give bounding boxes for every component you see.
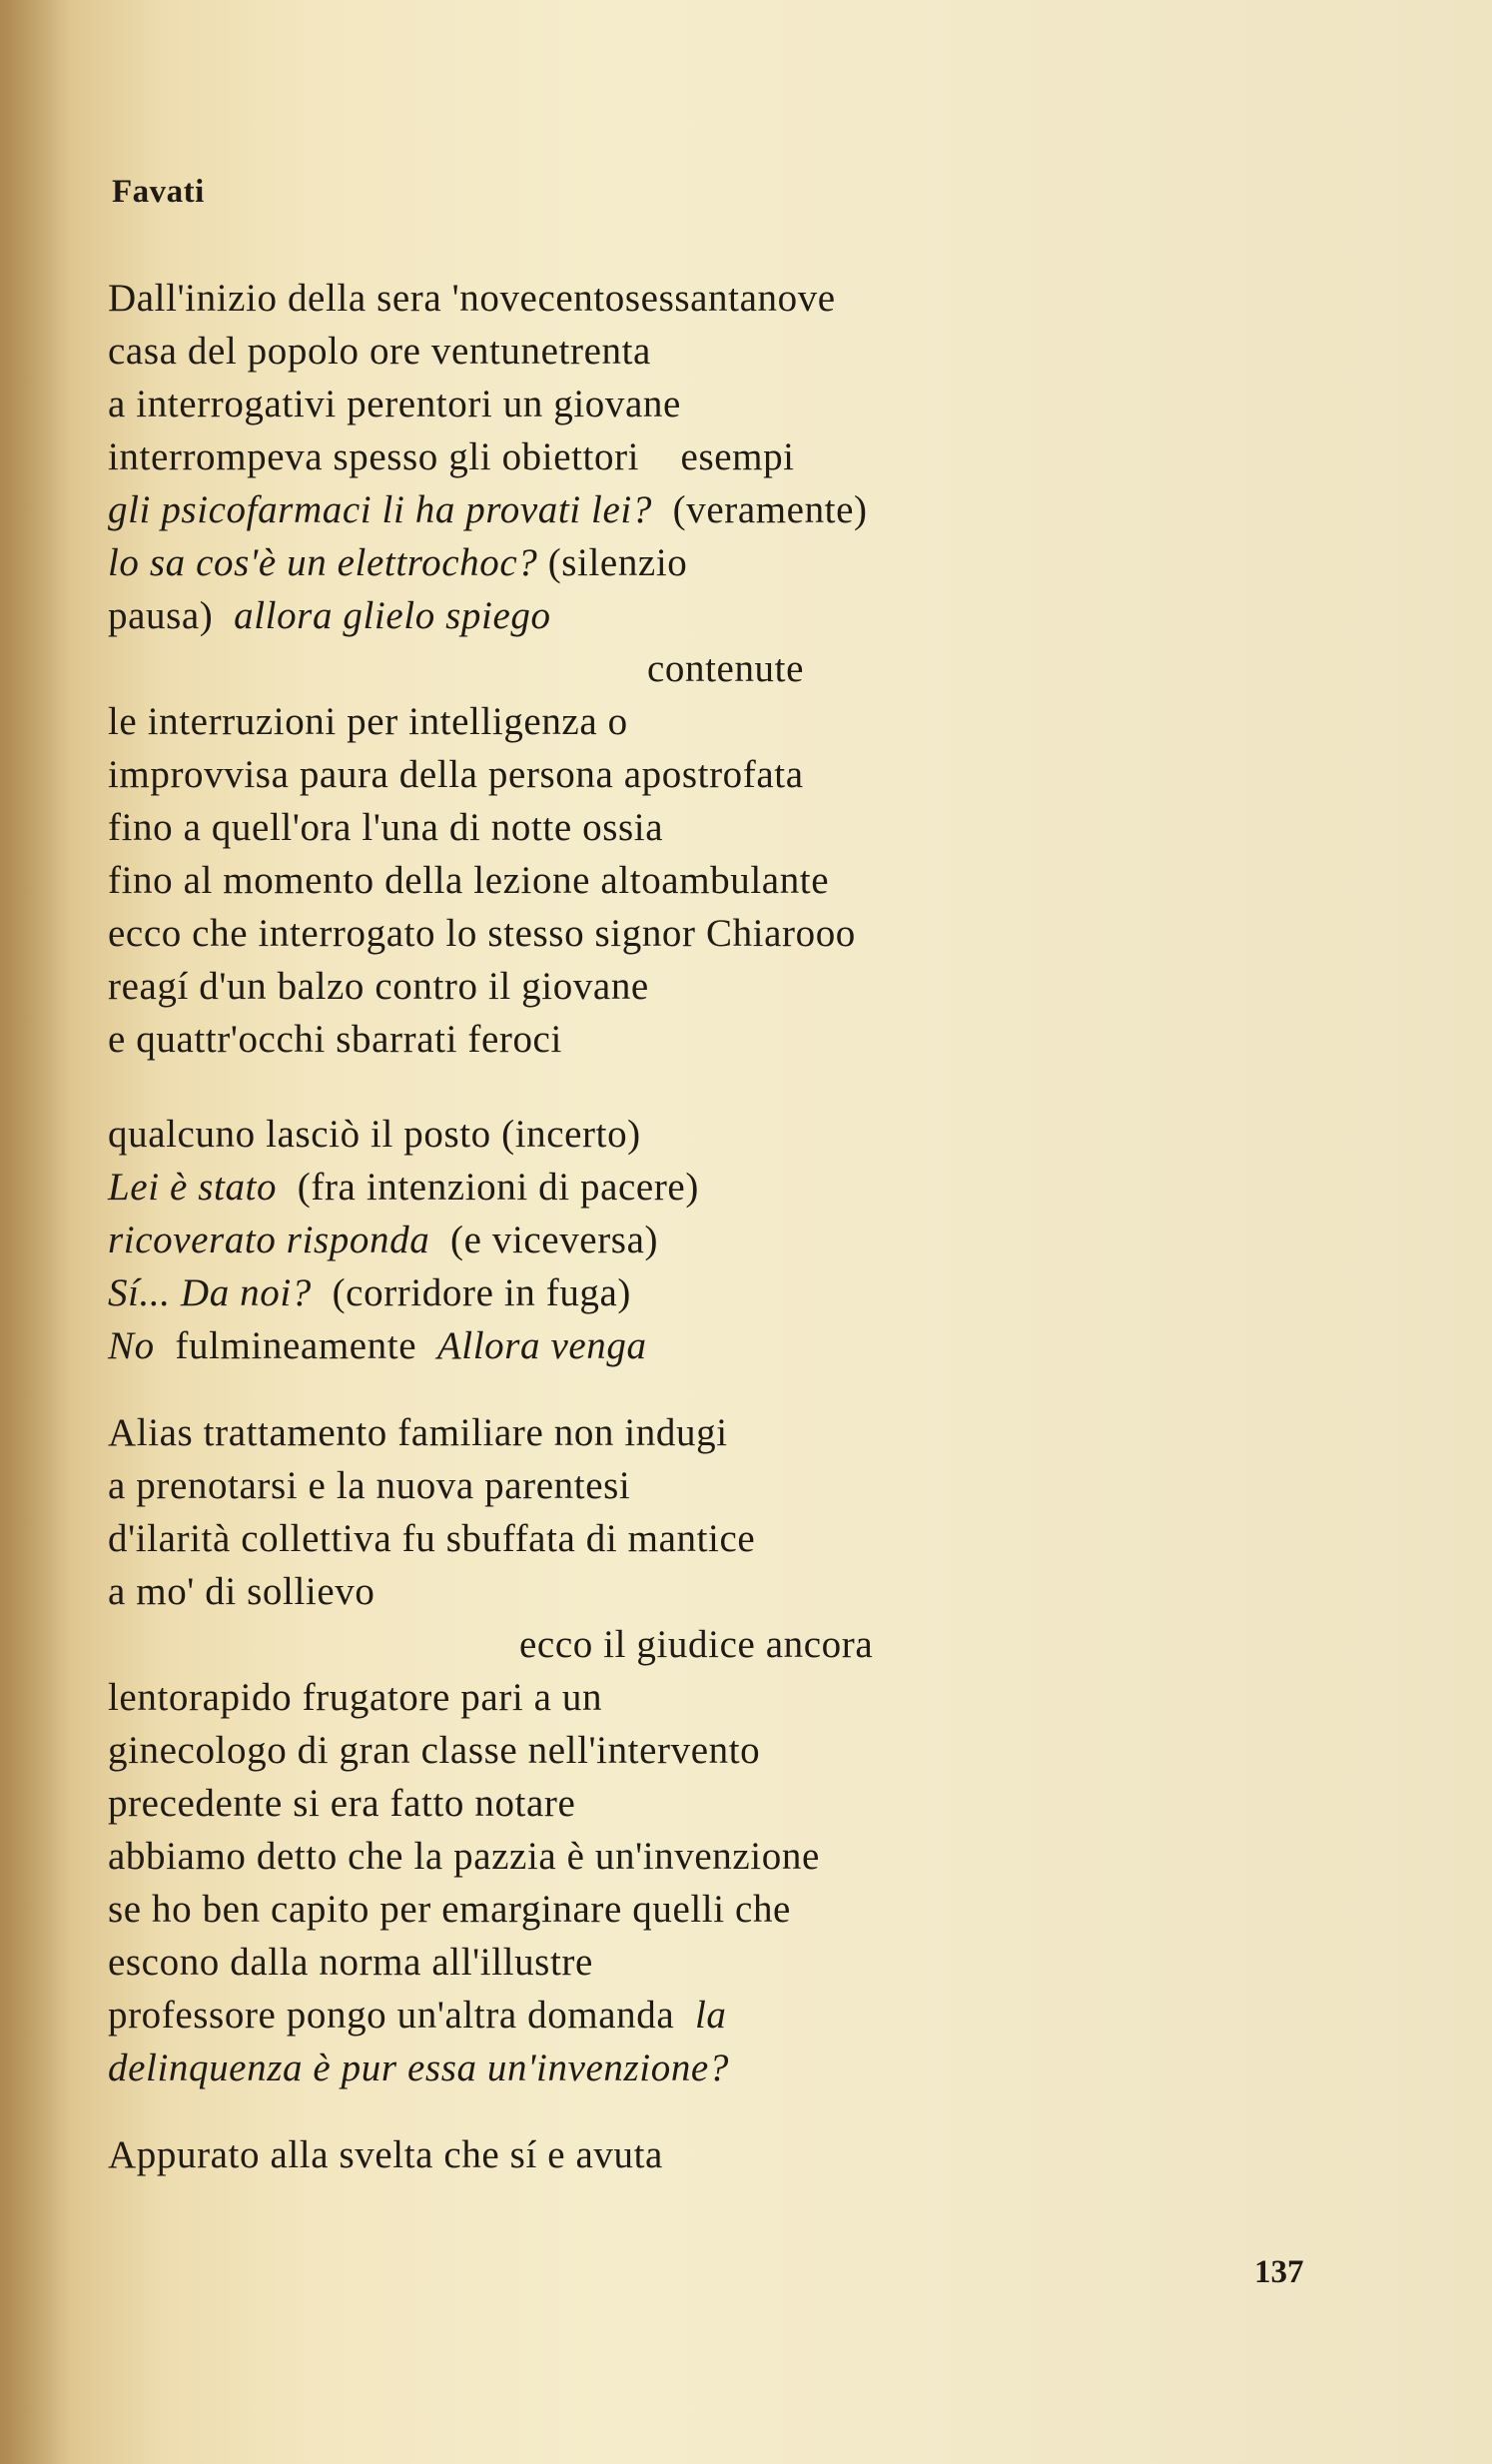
line-part: fulmineamente: [175, 1324, 417, 1367]
poem-line: precedente si era fatto notare: [108, 1782, 576, 1825]
poem-line: e quattr'occhi sbarrati feroci: [108, 1018, 562, 1061]
line-part: professore pongo un'altra domanda: [108, 1994, 675, 2037]
italic-phrase: gli psicofarmaci li ha provati lei?: [108, 488, 652, 531]
poem-body: [108, 272, 1166, 2181]
italic-phrase: ricoverato risponda: [108, 1219, 430, 1261]
italic-phrase: Allora venga: [436, 1324, 647, 1367]
line-part: (corridore in fuga): [332, 1271, 632, 1314]
poem-line: fino al momento della lezione altoambulante: [108, 859, 830, 902]
italic-phrase: Sí... Da noi?: [108, 1271, 312, 1314]
poem-line: ginecologo di gran classe nell'intervento: [108, 1729, 761, 1772]
poem-line: [108, 1989, 1166, 2042]
italic-phrase: allora glielo spiego: [234, 594, 551, 637]
stanza-1: [108, 272, 1166, 1066]
poem-line: [108, 430, 1166, 483]
poem-line: abbiamo detto che la pazzia è un'invenzione: [108, 1835, 820, 1878]
poem-line-indented: ecco il giudice ancora: [519, 1623, 874, 1666]
poem-line: improvvisa paura della persona apostrofata: [108, 753, 804, 796]
poem-line: [108, 536, 1166, 589]
poem-line: [108, 1319, 1166, 1372]
stanza-3: [108, 1406, 1166, 2094]
stanza-4: [108, 2128, 1166, 2181]
poem-line: Alias trattamento familiare non indugi: [108, 1411, 728, 1454]
spine-shadow: [0, 0, 70, 2464]
italic-phrase: No: [108, 1324, 155, 1367]
poem-line: a prenotarsi e la nuova parentesi: [108, 1464, 631, 1507]
line-part: esempi: [680, 435, 795, 478]
italic-phrase: delinquenza è pur essa un'invenzione?: [108, 2047, 729, 2089]
line-part: interrompeva spesso gli obiettori: [108, 435, 640, 478]
poem-line: d'ilarità collettiva fu sbuffata di mantice: [108, 1517, 756, 1560]
italic-phrase: lo sa cos'è un elettrochoc?: [108, 541, 538, 584]
line-part: pausa): [108, 594, 214, 637]
poem-line: reagí d'un balzo contro il giovane: [108, 965, 649, 1008]
stanza-2: [108, 1108, 1166, 1372]
stanza-gap: [108, 2094, 1166, 2128]
poem-line: se ho ben capito per emarginare quelli che: [108, 1888, 791, 1931]
poem-line: [108, 1161, 1166, 1214]
poem-line: a mo' di sollievo: [108, 1570, 375, 1613]
poem-line: [108, 2042, 1166, 2094]
line-part: (silenzio: [547, 541, 688, 584]
stanza-gap: [108, 1066, 1166, 1108]
poem-line: [108, 1266, 1166, 1319]
poem-line: le interruzioni per intelligenza o: [108, 700, 628, 743]
poem-line: ecco che interrogato lo stesso signor Chiarooo: [108, 912, 856, 955]
poem-line: escono dalla norma all'illustre: [108, 1941, 593, 1984]
poem-line: fino a quell'ora l'una di notte ossia: [108, 806, 664, 849]
poem-line: [108, 589, 1166, 642]
poem-line: Dall'inizio della sera 'novecentosessantanove: [108, 277, 836, 320]
stanza-gap: [108, 1372, 1166, 1406]
poem-line: [108, 483, 1166, 536]
poem-line: lentorapido frugatore pari a un: [108, 1676, 603, 1719]
poem-line: qualcuno lasciò il posto (incerto): [108, 1113, 641, 1156]
page-number: 137: [1254, 2254, 1304, 2290]
italic-phrase: la: [694, 1994, 727, 2037]
running-header: Favati: [112, 174, 205, 210]
poem-line: casa del popolo ore ventunetrenta: [108, 330, 651, 373]
italic-phrase: Lei è stato: [108, 1166, 278, 1209]
poem-line: a interrogativi perentori un giovane: [108, 383, 681, 425]
poem-line: [108, 1214, 1166, 1266]
poem-line-indented: contenute: [647, 647, 805, 690]
line-part: (veramente): [672, 488, 868, 531]
poem-line: Appurato alla svelta che sí e avuta: [108, 2133, 663, 2176]
line-part: (fra intenzioni di pacere): [297, 1166, 699, 1209]
line-part: (e viceversa): [450, 1219, 659, 1261]
